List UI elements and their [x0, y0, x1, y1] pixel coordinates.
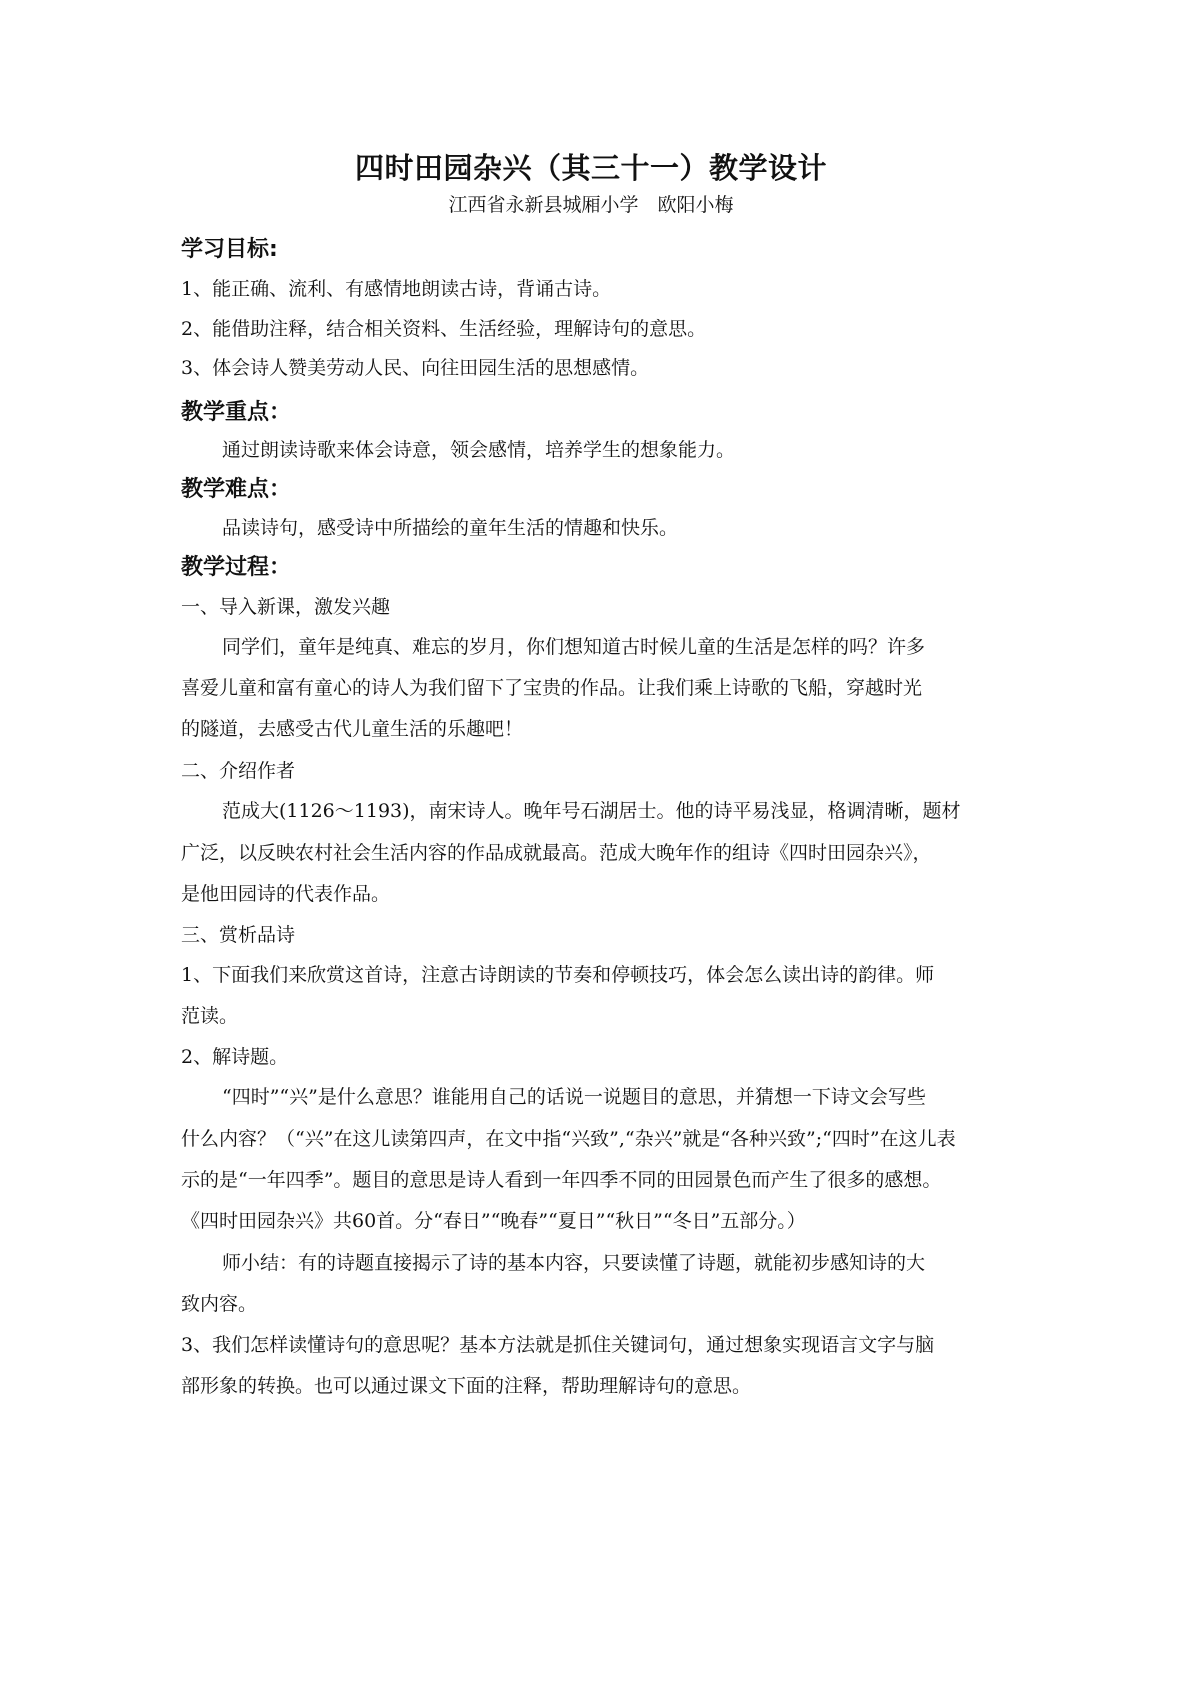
difficulty-heading: 教学难点： — [181, 477, 292, 502]
step1-title: 一、导入新课，激发兴趣 — [181, 596, 391, 618]
summary-line: 致内容。 — [181, 1293, 258, 1315]
item3-line: 部形象的转换。也可以通过课文下面的注释，帮助理解诗句的意思。 — [181, 1375, 752, 1397]
goal-item: 1、能正确、流利、有感情地朗读古诗，背诵古诗。 — [181, 278, 612, 300]
item2-line: 什么内容？（“兴”在这儿读第四声，在文中指“兴致”,“杂兴”就是“各种兴致”;“四时”在这儿表 — [181, 1128, 956, 1150]
goals-heading: 学习目标: — [181, 237, 278, 262]
step1-line: 同学们，童年是纯真、难忘的岁月，你们想知道古时候儿童的生活是怎样的吗？许多 — [222, 636, 926, 658]
step1-line: 喜爱儿童和富有童心的诗人为我们留下了宝贵的作品。让我们乘上诗歌的飞船，穿越时光 — [181, 677, 923, 699]
difficulty-text: 品读诗句，感受诗中所描绘的童年生活的情趣和快乐。 — [222, 517, 679, 539]
process-heading: 教学过程： — [181, 555, 292, 580]
step2-line: 范成大(1126～1193)，南宋诗人。晚年号石湖居士。他的诗平易浅显，格调清晰，题材 — [222, 800, 961, 822]
item1-line: 范读。 — [181, 1005, 239, 1027]
item3-line: 3、我们怎样读懂诗句的意思呢？基本方法就是抓住关键词句，通过想象实现语言文字与脑 — [181, 1334, 935, 1356]
author-line: 江西省永新县城厢小学 欧阳小梅 — [448, 194, 734, 216]
step2-line: 是他田园诗的代表作品。 — [181, 883, 391, 905]
step2-line: 广泛，以反映农村社会生活内容的作品成就最高。范成大晚年作的组诗《四时田园杂兴》， — [181, 842, 932, 864]
summary-line: 师小结：有的诗题直接揭示了诗的基本内容，只要读懂了诗题，就能初步感知诗的大 — [222, 1252, 926, 1274]
document-title: 四时田园杂兴（其三十一）教学设计 — [354, 151, 827, 185]
item2-line: 示的是“一年四季”。题目的意思是诗人看到一年四季不同的田园景色而产生了很多的感想。 — [181, 1169, 942, 1191]
goal-item: 2、能借助注释，结合相关资料、生活经验，理解诗句的意思。 — [181, 318, 707, 340]
item2-title: 2、解诗题。 — [181, 1046, 289, 1068]
item2-line: 《四时田园杂兴》共60首。分“春日”“晚春”“夏日”“秋日”“冬日”五部分。） — [181, 1210, 806, 1232]
goal-item: 3、体会诗人赞美劳动人民、向往田园生活的思想感情。 — [181, 357, 650, 379]
step3-title: 三、赏析品诗 — [181, 924, 296, 946]
key-points-heading: 教学重点： — [181, 400, 292, 425]
item1-line: 1、下面我们来欣赏这首诗，注意古诗朗读的节奏和停顿技巧，体会怎么读出诗的韵律。师 — [181, 964, 935, 986]
step1-line: 的隧道，去感受古代儿童生活的乐趣吧！ — [181, 718, 524, 740]
item2-line: “四时”“兴”是什么意思？谁能用自己的话说一说题目的意思，并猜想一下诗文会写些 — [222, 1086, 926, 1108]
key-points-text: 通过朗读诗歌来体会诗意，领会感情，培养学生的想象能力。 — [222, 439, 736, 461]
step2-title: 二、介绍作者 — [181, 760, 296, 782]
